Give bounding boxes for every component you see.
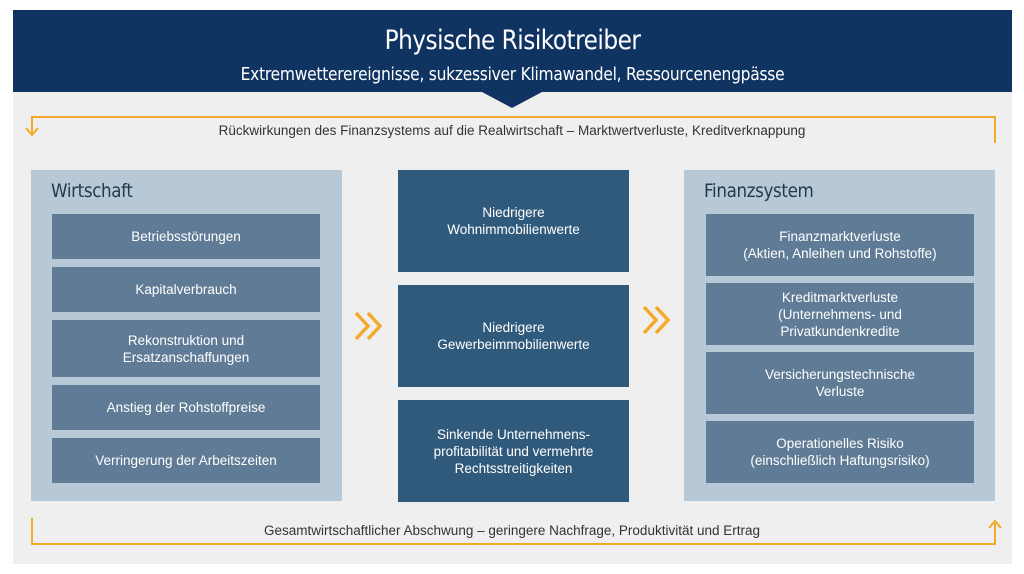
finanzsystem-item: Kreditmarktverluste (Unternehmens- und Privatkundenkredite	[706, 283, 974, 345]
wirtschaft-item: Rekonstruktion und Ersatzanschaffungen	[52, 320, 320, 377]
finanzsystem-item: Versicherungstechnische Verluste	[706, 352, 974, 414]
wirtschaft-item: Anstieg der Rohstoffpreise	[52, 385, 320, 430]
immobilien-item: Niedrigere Wohnimmobilienwerte	[398, 170, 629, 272]
wirtschaft-item: Betriebsstörungen	[52, 214, 320, 259]
feedback-bottom-label: Gesamtwirtschaftlicher Abschwung – geringere Nachfrage, Produktivität und Ertrag	[264, 523, 760, 538]
immobilien-item: Sinkende Unternehmens- profitabilität und vermehrte Rechtsstreitigkeiten	[398, 400, 629, 502]
chevron-right-icon	[644, 307, 668, 333]
header-subtitle: Extremwetterereignisse, sukzessiver Klimawandel, Ressourcenengpässe	[240, 64, 785, 85]
immobilien-item: Niedrigere Gewerbeimmobilienwerte	[398, 285, 629, 387]
finanzsystem-item: Operationelles Risiko (einschließlich Haftungsrisiko)	[706, 421, 974, 483]
feedback-top-label: Rückwirkungen des Finanzsystems auf die Realwirtschaft – Marktwertverluste, Kreditverknappung	[218, 123, 806, 138]
wirtschaft-item: Verringerung der Arbeitszeiten	[52, 438, 320, 483]
chevron-right-icon	[356, 313, 380, 339]
finanzsystem-item: Finanzmarktverluste (Aktien, Anleihen und Rohstoffe)	[706, 214, 974, 276]
wirtschaft-title: Wirtschaft	[51, 180, 133, 202]
header-title: Physische Risikotreiber	[384, 25, 641, 56]
wirtschaft-item: Kapitalverbrauch	[52, 267, 320, 312]
finanzsystem-title: Finanzsystem	[704, 180, 814, 202]
